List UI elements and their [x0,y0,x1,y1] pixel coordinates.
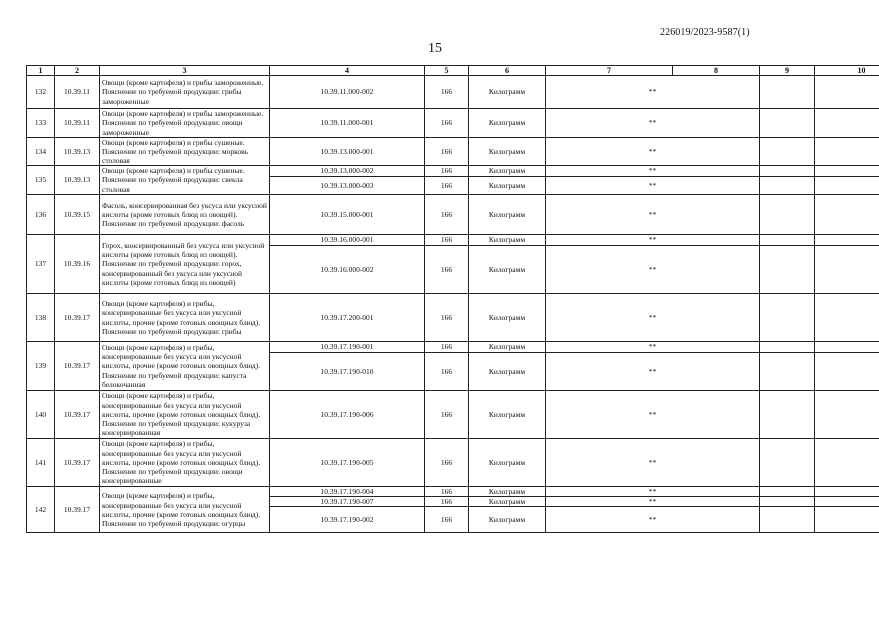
okei-code: 166 [425,246,469,294]
ktru-code: 10.39.17.190-001 [270,342,425,353]
empty-cell [760,109,815,138]
table-row [27,76,879,109]
okei-code: 166 [425,166,469,177]
empty-cell [815,353,879,391]
row-number: 138 [27,294,55,342]
mark-cell: ** [546,507,760,533]
empty-cell [760,391,815,439]
mark-cell: ** [546,497,760,507]
column-header: 10 [815,66,879,76]
mark-cell: ** [546,166,760,177]
column-header: 6 [469,66,546,76]
table-row [27,138,879,166]
ktru-code: 10.39.15.000-001 [270,195,425,235]
mark-cell: ** [546,76,760,109]
products-table [26,65,879,533]
unit-name: Килограмм [469,507,546,533]
okpd2-code: 10.39.17 [55,391,100,439]
row-number: 141 [27,439,55,487]
unit-name: Килограмм [469,76,546,109]
okei-code: 166 [425,391,469,439]
ktru-code: 10.39.17.190-005 [270,439,425,487]
product-description [100,294,270,342]
product-description [100,342,270,391]
mark-cell: ** [546,246,760,294]
ktru-code: 10.39.17.190-002 [270,507,425,533]
product-description-text: Овощи (кроме картофеля) и грибы, консервированные без уксуса или уксусной кислоты, прочие (кроме готовых овощных блюд). Пояснение по требуемой продукции: капуста белокочанная [102,342,261,389]
unit-name: Килограмм [469,109,546,138]
empty-cell [815,166,879,177]
empty-cell [760,235,815,246]
empty-cell [760,439,815,487]
okei-code: 166 [425,497,469,507]
mark-cell: ** [546,195,760,235]
unit-name: Килограмм [469,487,546,497]
empty-cell [815,439,879,487]
row-number: 134 [27,138,55,166]
empty-cell [760,246,815,294]
unit-name: Килограмм [469,246,546,294]
empty-cell [815,76,879,109]
product-description-text: Овощи (кроме картофеля) и грибы замороженные. Пояснение по требуемой продукции: овощи замороженные [102,109,264,137]
empty-cell [815,235,879,246]
table-row [27,166,879,177]
table-row [27,195,879,235]
row-number: 140 [27,391,55,439]
empty-cell [760,166,815,177]
product-description [100,109,270,138]
unit-name: Килограмм [469,391,546,439]
mark-cell: ** [546,353,760,391]
row-number: 139 [27,342,55,391]
column-header: 5 [425,66,469,76]
okei-code: 166 [425,195,469,235]
empty-cell [760,138,815,166]
product-description-text: Горох, консервированный без уксуса или уксусной кислоты (кроме готовых блюд из овощей). Пояснение по требуемой продукции: горох, консервированный без уксуса или уксусной кислоты (кроме готовых блюд из овощей) [102,240,265,287]
mark-cell: ** [546,138,760,166]
table-row [27,439,879,487]
okei-code: 166 [425,235,469,246]
okei-code: 166 [425,76,469,109]
ktru-code: 10.39.11.000-002 [270,76,425,109]
product-description-text: Овощи (кроме картофеля) и грибы, консервированные без уксуса или уксусной кислоты, прочие (кроме готовых овощных блюд). Пояснение по требуемой продукции: овощи консервированные [102,439,261,486]
unit-name: Килограмм [469,235,546,246]
mark-cell: ** [546,439,760,487]
okpd2-code: 10.39.15 [55,195,100,235]
table-row [27,235,879,246]
page-number: 15 [428,41,442,56]
ktru-code: 10.39.17.190-007 [270,497,425,507]
empty-cell [815,342,879,353]
empty-cell [815,109,879,138]
column-header: 8 [673,66,760,76]
unit-name: Килограмм [469,166,546,177]
okpd2-code: 10.39.11 [55,76,100,109]
table-row [27,487,879,497]
okei-code: 166 [425,294,469,342]
product-description-text: Фасоль, консервированная без уксуса или уксусной кислоты (кроме готовых блюд из овощей). Пояснение по требуемой продукции: фасоль [102,200,267,229]
okpd2-code: 10.39.17 [55,294,100,342]
row-number: 132 [27,76,55,109]
mark-cell: ** [546,235,760,246]
product-description-text: Овощи (кроме картофеля) и грибы, консервированные без уксуса или уксусной кислоты, прочие (кроме готовых овощных блюд). Пояснение по требуемой продукции: грибы [102,299,261,336]
column-header: 9 [760,66,815,76]
product-description [100,439,270,487]
mark-cell: ** [546,487,760,497]
empty-cell [760,507,815,533]
product-description [100,235,270,294]
column-header: 4 [270,66,425,76]
empty-cell [815,177,879,195]
row-number: 135 [27,166,55,195]
empty-cell [760,177,815,195]
empty-cell [815,507,879,533]
row-number: 133 [27,109,55,138]
product-description-text: Овощи (кроме картофеля) и грибы, консервированные без уксуса или уксусной кислоты, прочие (кроме готовых овощных блюд). Пояснение по требуемой продукции: огурцы [102,491,261,528]
empty-cell [760,342,815,353]
empty-cell [760,195,815,235]
empty-cell [760,353,815,391]
unit-name: Килограмм [469,195,546,235]
unit-name: Килограмм [469,439,546,487]
row-number: 142 [27,487,55,533]
column-header: 7 [546,66,673,76]
okei-code: 166 [425,177,469,195]
okei-code: 166 [425,342,469,353]
okpd2-code: 10.39.17 [55,439,100,487]
product-description-text: Овощи (кроме картофеля) и грибы замороженные. Пояснение по требуемой продукции: грибы замороженные [102,78,264,106]
ktru-code: 10.39.16.000-001 [270,235,425,246]
table-row [27,109,879,138]
okpd2-code: 10.39.13 [55,138,100,166]
ktru-code: 10.39.11.000-001 [270,109,425,138]
mark-cell: ** [546,177,760,195]
mark-cell: ** [546,109,760,138]
ktru-code: 10.39.17.190-004 [270,487,425,497]
okei-code: 166 [425,487,469,497]
empty-cell [760,294,815,342]
okpd2-code: 10.39.17 [55,487,100,533]
ktru-code: 10.39.13.000-003 [270,177,425,195]
okei-code: 166 [425,439,469,487]
row-number: 136 [27,195,55,235]
row-number: 137 [27,235,55,294]
unit-name: Килограмм [469,294,546,342]
empty-cell [815,497,879,507]
empty-cell [815,195,879,235]
product-description [100,487,270,533]
okei-code: 166 [425,138,469,166]
empty-cell [815,138,879,166]
empty-cell [760,497,815,507]
okpd2-code: 10.39.11 [55,109,100,138]
table-row [27,391,879,439]
unit-name: Килограмм [469,353,546,391]
ktru-code: 10.39.16.000-002 [270,246,425,294]
okpd2-code: 10.39.16 [55,235,100,294]
unit-name: Килограмм [469,177,546,195]
product-description [100,166,270,195]
document-id: 226019/2023-9587(1) [660,27,750,38]
empty-cell [815,487,879,497]
okei-code: 166 [425,353,469,391]
empty-cell [760,487,815,497]
okpd2-code: 10.39.13 [55,166,100,195]
empty-cell [760,76,815,109]
ktru-code: 10.39.17.190-006 [270,391,425,439]
unit-name: Килограмм [469,497,546,507]
column-header: 1 [27,66,55,76]
unit-name: Килограмм [469,342,546,353]
product-description [100,391,270,439]
ktru-code: 10.39.17.200-001 [270,294,425,342]
mark-cell: ** [546,391,760,439]
table-row [27,342,879,353]
column-number-row [27,66,879,76]
unit-name: Килограмм [469,138,546,166]
empty-cell [815,391,879,439]
okei-code: 166 [425,109,469,138]
product-description [100,138,270,166]
empty-cell [815,246,879,294]
column-header: 2 [55,66,100,76]
product-description-text: Овощи (кроме картофеля) и грибы, консервированные без уксуса или уксусной кислоты, прочие (кроме готовых овощных блюд). Пояснение по требуемой продукции: кукуруза консервированная [102,391,261,438]
ktru-code: 10.39.17.190-010 [270,353,425,391]
product-description [100,76,270,109]
okpd2-code: 10.39.17 [55,342,100,391]
ktru-code: 10.39.13.000-002 [270,166,425,177]
empty-cell [815,294,879,342]
ktru-code: 10.39.13.000-001 [270,138,425,166]
table-row [27,294,879,342]
okei-code: 166 [425,507,469,533]
mark-cell: ** [546,294,760,342]
mark-cell: ** [546,342,760,353]
column-header: 3 [100,66,270,76]
product-description [100,195,270,235]
product-description-text: Овощи (кроме картофеля) и грибы сушеные. Пояснение по требуемой продукции: свекла столовая [102,166,245,194]
product-description-text: Овощи (кроме картофеля) и грибы сушеные. Пояснение по требуемой продукции: морковь столовая [102,138,249,165]
